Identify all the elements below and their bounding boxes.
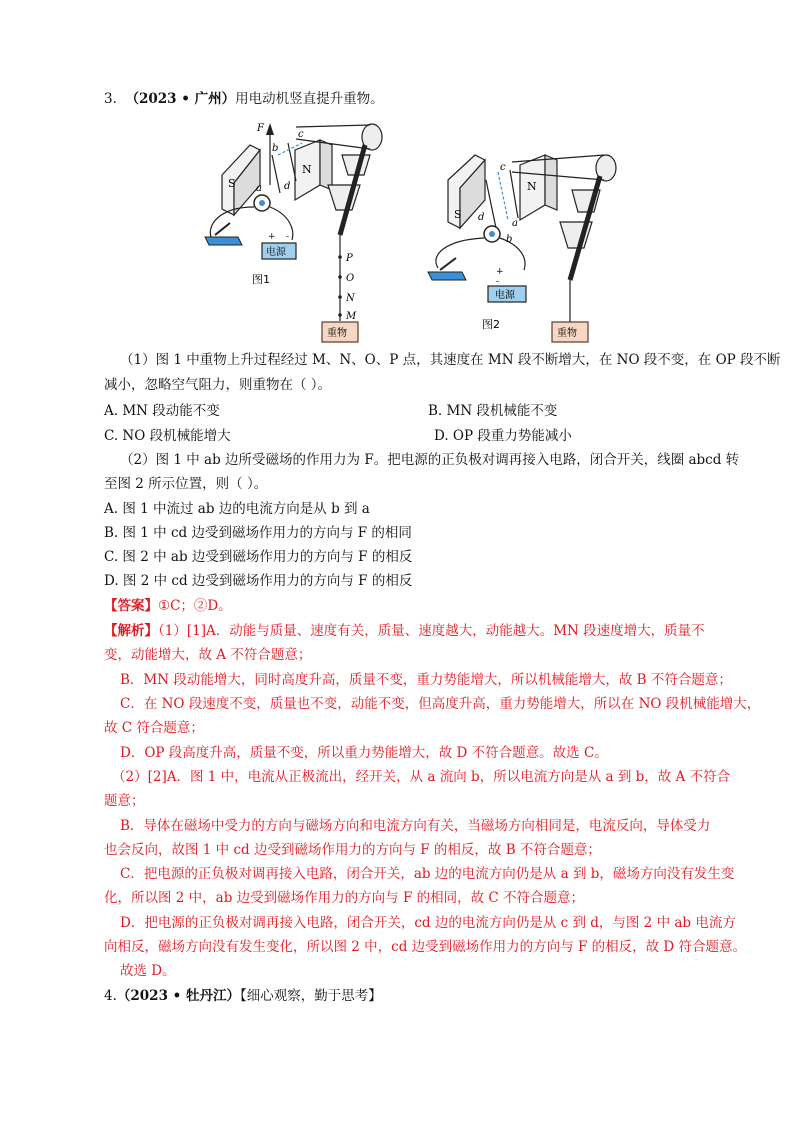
figure-1-letter-F: F xyxy=(257,123,264,134)
figure-2-power-label: 电源 xyxy=(495,290,515,301)
analysis-line-12: 化，所以图 2 中，ab 边受到磁场作用力的方向与 F 的相同，故 C 不符合题意； xyxy=(104,890,585,906)
analysis-line-6: D．OP 段高度升高，质量不变，所以重力势能增大，故 D 不符合题意。故选 C。 xyxy=(120,745,608,761)
figure-2-letter-c: c xyxy=(500,162,506,173)
analysis-line-5: 故 C 符合题意； xyxy=(104,720,204,736)
figure-2-caption: 图2 xyxy=(482,318,500,331)
figure-2-letter-S: S xyxy=(454,208,462,221)
figure-1-letter-d: d xyxy=(284,181,291,192)
analysis-line-7: （2）[2]A．图 1 中，电流从正极流出，经开关，从 a 流向 b，所以电流方向是从 a 到 b，故 A 不符合 xyxy=(112,769,731,785)
part-2-option-d: D. 图 2 中 cd 边受到磁场作用力的方向与 F 的相反 xyxy=(104,573,413,589)
question-4-source: （2023 • 牡丹江） xyxy=(116,988,240,1004)
analysis-line-8: 题意； xyxy=(104,793,145,809)
part-2-option-c: C. 图 2 中 ab 边受到磁场作用力的方向与 F 的相反 xyxy=(104,549,413,565)
figure-2-letter-a: a xyxy=(512,218,518,229)
part-1-option-c: C. NO 段机械能增大 xyxy=(104,428,231,444)
analysis-line-14: 向相反，磁场方向没有发生变化，所以图 2 中，cd 边受到磁场作用力的方向与 F 的相反，故 D 符合题意。 xyxy=(104,939,747,955)
figure-1-power-label: 电源 xyxy=(266,247,286,258)
part-1-line-2: 减小，忽略空气阻力，则重物在（ ）。 xyxy=(104,377,332,393)
figure-1-point-P: P xyxy=(346,253,353,264)
analysis-line-3: B．MN 段动能增大，同时高度升高，质量不变，重力势能增大，所以机械能增大，故 B 不符合题意； xyxy=(120,672,732,688)
figure-1-letter-b: b xyxy=(272,143,279,154)
figure-1-point-M: M xyxy=(346,311,357,322)
figure-2-letter-N: N xyxy=(527,180,537,193)
figure-2-letter-d: d xyxy=(478,212,485,223)
part-2-line-2: 至图 2 所示位置，则（ ）。 xyxy=(104,476,268,492)
question-4-number: 4. xyxy=(104,988,117,1004)
part-1-option-d: D. OP 段重力势能减小 xyxy=(434,428,572,444)
answer-tag: 【答案】 xyxy=(104,598,158,614)
figure-1-minus-sign: - xyxy=(286,232,290,242)
analysis-line-13: D．把电源的正负极对调再接入电路，闭合开关，cd 边的电流方向仍是从 c 到 d，与图 2 中 ab 电流方 xyxy=(120,915,736,931)
figure-1-plus-sign: + xyxy=(268,232,276,242)
analysis-line-9: B．导体在磁场中受力的方向与磁场方向和电流方向有关，当磁场方向相同是，电流反向，导体受力 xyxy=(120,818,711,834)
analysis-tag: 【解析】 xyxy=(104,623,158,639)
figure-1-point-O: O xyxy=(346,273,355,284)
figure-1-caption: 图1 xyxy=(252,273,270,286)
part-1-option-b: B. MN 段机械能不变 xyxy=(428,403,558,419)
answer-line xyxy=(104,596,232,616)
question-stem: 用电动机竖直提升重物。 xyxy=(235,91,384,107)
figure-2-letter-b: b xyxy=(506,234,513,245)
answer-text: ①C；②D。 xyxy=(158,598,232,614)
question-3-header xyxy=(104,89,384,109)
analysis-text-1: （1）[1]A．动能与质量、速度有关，质量、速度越大，动能越大。MN 段速度增大，质量不 xyxy=(158,623,705,639)
figure-2-plus-sign: + xyxy=(496,267,504,277)
part-2-line-1: （2）图 1 中 ab 边所受磁场的作用力为 F。把电源的正负极对调再接入电路，闭合开关，线圈 abcd 转 xyxy=(120,452,740,468)
question-source: （2023 • 广州） xyxy=(125,91,236,107)
question-4-stem: 【细心观察，勤于思考】 xyxy=(240,988,382,1004)
part-2-option-b: B. 图 1 中 cd 边受到磁场作用力的方向与 F 的相同 xyxy=(104,525,412,541)
analysis-line-10: 也会反向，故图 1 中 cd 边受到磁场作用力的方向与 F 的相反，故 B 不符合题意； xyxy=(104,842,601,858)
figure-1-motor-diagram xyxy=(200,115,390,345)
analysis-line-2: 变，动能增大，故 A 不符合题意； xyxy=(104,647,312,663)
question-4-header xyxy=(104,986,382,1006)
figure-1-point-N: N xyxy=(346,293,355,304)
part-1-line-1: （1）图 1 中重物上升过程经过 M、N、O、P 点，其速度在 MN 段不断增大，在 NO 段不变，在 OP 段不断 xyxy=(120,352,781,368)
analysis-line-15: 故选 D。 xyxy=(120,963,176,979)
figure-1-letter-c: c xyxy=(298,129,304,140)
figure-1-weight-label: 重物 xyxy=(327,328,347,339)
figure-1-letter-a: a xyxy=(256,183,262,194)
analysis-line-1 xyxy=(104,621,705,641)
part-1-option-a: A. MN 段动能不变 xyxy=(104,403,220,419)
figure-1-letter-N: N xyxy=(302,163,312,176)
figure-2-minus-sign: - xyxy=(496,277,500,287)
part-2-option-a: A. 图 1 中流过 ab 边的电流方向是从 b 到 a xyxy=(104,501,370,517)
figure-2-weight-label: 重物 xyxy=(557,328,577,339)
figure-2-motor-diagram xyxy=(420,150,620,345)
figure-1-letter-S: S xyxy=(228,177,236,190)
question-number: 3. xyxy=(104,91,117,107)
analysis-line-4: C．在 NO 段速度不变，质量也不变，动能不变，但高度升高，重力势能增大，所以在 NO 段机械能增大， xyxy=(120,696,761,712)
analysis-line-11: C．把电源的正负极对调再接入电路，闭合开关，ab 边的电流方向仍是从 a 到 b，磁场方向没有发生变 xyxy=(120,866,735,882)
